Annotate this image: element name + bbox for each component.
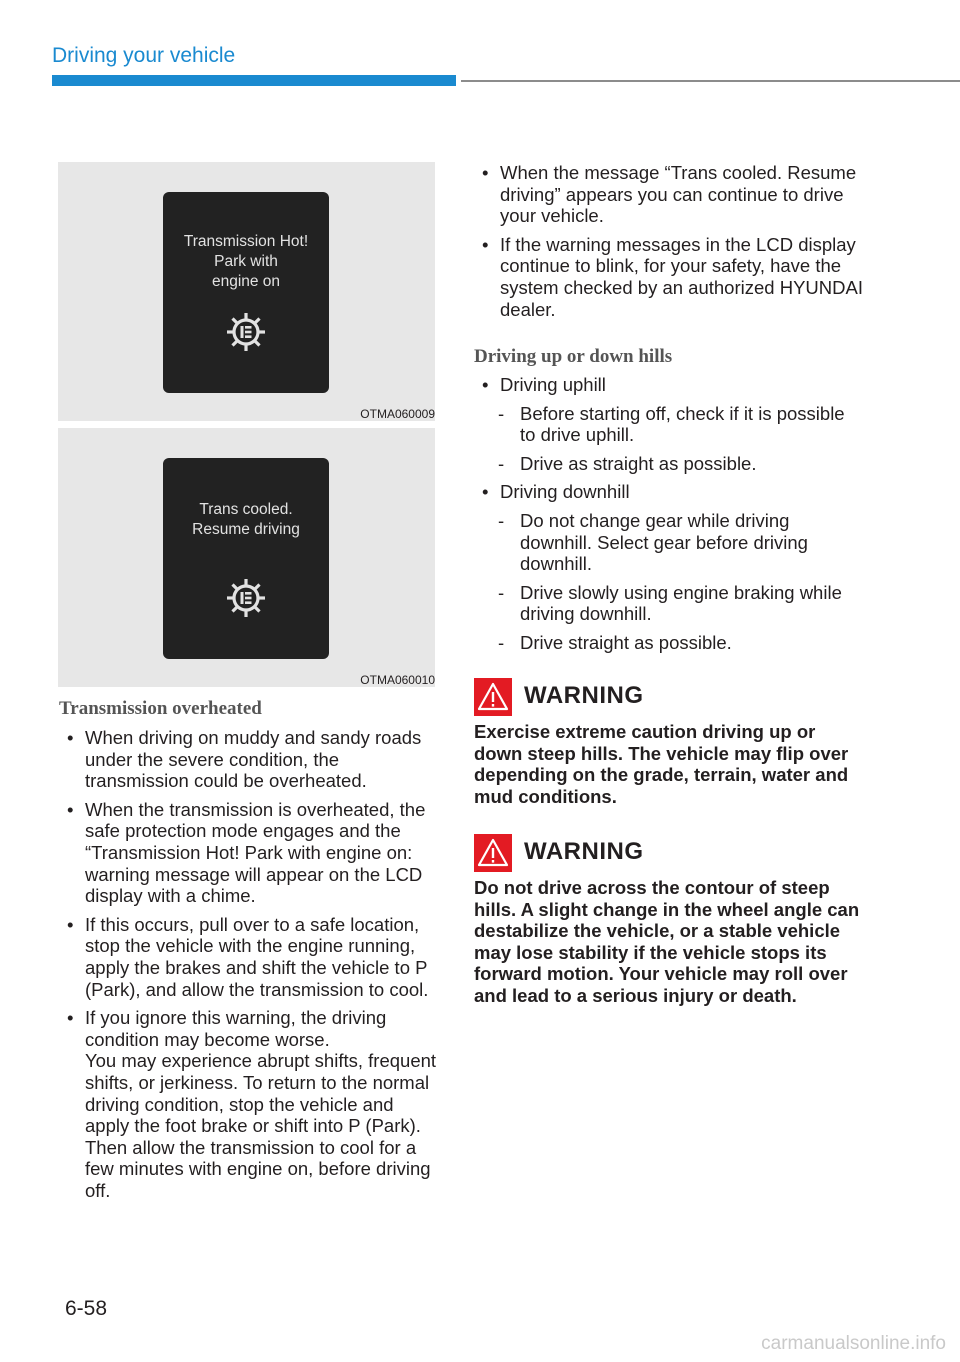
watermark: carmanualsonline.info xyxy=(761,1333,946,1354)
warning-heading xyxy=(474,678,774,716)
sub-item: - Drive slowly using engine braking while driving downhill. xyxy=(474,582,864,625)
sub-item: - Before starting off, check if it is possible to drive uphill. xyxy=(474,403,864,446)
list-item: • When the transmission is overheated, the safe protection mode engages and the “Transmission Hot! Park with engine on: warning message will appear on the LCD display with a chime. xyxy=(59,799,439,907)
list-item: • If this occurs, pull over to a safe location, stop the vehicle with the engine running, apply the brakes and shift the vehicle to P (Park), and allow the transmission to cool. xyxy=(59,914,439,1000)
warning-triangle-icon xyxy=(474,834,512,872)
warning-label: WARNING xyxy=(524,682,644,709)
right-column-list xyxy=(474,162,864,327)
list-item: • When driving on muddy and sandy roads under the severe condition, the transmission could be overheated. xyxy=(59,727,439,792)
warning-text: Do not drive across the contour of steep hills. A slight change in the wheel angle can destabilize the vehicle, or a stable vehicle may lose stability if the vehicle stops its forward motion. Your vehicle may roll over and lead to a serious injury or death. xyxy=(474,877,860,1006)
figure-code: OTMA060009 xyxy=(360,407,435,421)
transmission-warning-gear-icon xyxy=(224,310,268,354)
warning-heading xyxy=(474,834,774,872)
figure-code: OTMA060010 xyxy=(360,673,435,687)
sub-item: - Drive straight as possible. xyxy=(474,632,864,654)
list-item-downhill: • Driving downhill xyxy=(474,481,864,503)
lcd-screen xyxy=(163,458,329,659)
header-accent-bar xyxy=(52,75,456,86)
lcd-message: Transmission Hot! Park with engine on xyxy=(183,233,309,290)
heading-transmission-overheated: Transmission overheated xyxy=(59,698,262,719)
figure-trans-hot xyxy=(58,162,435,421)
list-item: • If the warning messages in the LCD display continue to blink, for your safety, have the system checked by an authorized HYUNDAI dealer. xyxy=(474,234,864,320)
warning-label: WARNING xyxy=(524,838,644,865)
page-number: 6-58 xyxy=(65,1297,108,1320)
sub-item: - Drive as straight as possible. xyxy=(474,453,864,475)
figure-trans-cooled xyxy=(58,428,435,687)
list-item: • If you ignore this warning, the driving condition may become worse. You may experience abrupt shifts, frequent shifts, or jerkiness. To return to the normal driving condition, stop the vehicle and apply the foot brake or shift into P (Park). Then allow the transmission to cool for a few minutes with engine on, before driving off. xyxy=(59,1007,439,1201)
sub-item: - Do not change gear while driving downhill. Select gear before driving downhill. xyxy=(474,510,864,575)
transmission-warning-gear-icon xyxy=(224,576,268,620)
lcd-screen xyxy=(163,192,329,393)
heading-hills: Driving up or down hills xyxy=(474,346,673,367)
list-item: • When the message “Trans cooled. Resume driving” appears you can continue to drive your vehicle. xyxy=(474,162,864,227)
warning-triangle-icon xyxy=(474,678,512,716)
lcd-message: Trans cooled. Resume driving xyxy=(192,501,300,538)
header-rule xyxy=(461,80,960,82)
hills-list xyxy=(474,374,864,661)
left-column-list xyxy=(59,727,439,1208)
list-item-uphill: • Driving uphill xyxy=(474,374,864,396)
section-title: Driving your vehicle xyxy=(52,44,236,67)
warning-text: Exercise extreme caution driving up or down steep hills. The vehicle may flip over depending on the grade, terrain, water and mud conditions. xyxy=(474,721,849,807)
